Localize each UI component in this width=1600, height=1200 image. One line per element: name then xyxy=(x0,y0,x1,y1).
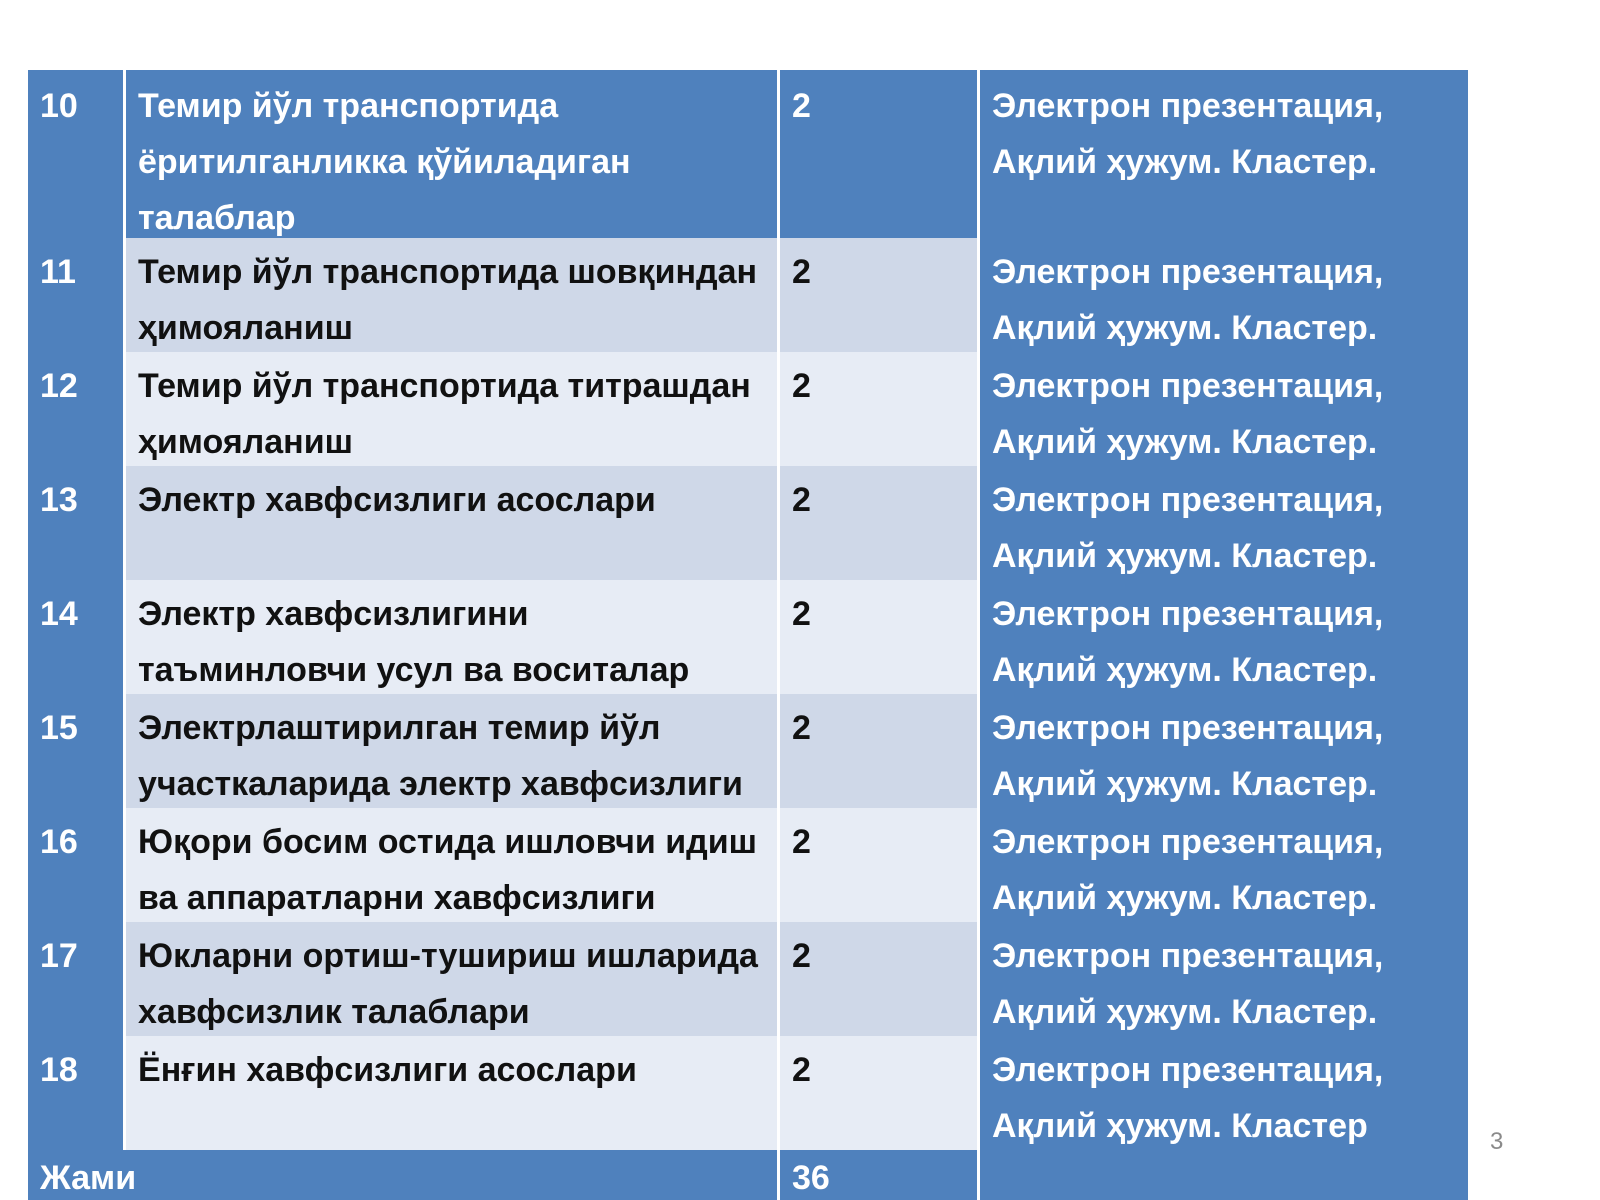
row-topic: Электр хавфсизлигини таъминловчи усул ва воситалар xyxy=(126,580,780,698)
row-hours: 2 xyxy=(780,70,980,246)
row-method: Электрон презентация, Ақлий ҳужум. Кластер xyxy=(980,1036,1468,1154)
row-method: Электрон презентация, Ақлий ҳужум. Кластер. xyxy=(980,352,1468,470)
table-row xyxy=(28,466,1468,580)
row-topic: Юкларни ортиш-тушириш ишларида хавфсизлик талаблари xyxy=(126,922,780,1040)
table-row xyxy=(28,922,1468,1036)
table-row xyxy=(28,580,1468,694)
row-hours: 2 xyxy=(780,352,980,470)
table-row xyxy=(28,808,1468,922)
row-method: Электрон презентация, Ақлий ҳужум. Кластер. xyxy=(980,238,1468,356)
row-hours: 2 xyxy=(780,238,980,356)
row-number: 14 xyxy=(28,580,126,698)
table-row xyxy=(28,694,1468,808)
table-row xyxy=(28,1036,1468,1150)
total-method xyxy=(980,1150,1468,1200)
row-number: 13 xyxy=(28,466,126,584)
row-method: Электрон презентация, Ақлий ҳужум. Кластер. xyxy=(980,694,1468,812)
row-hours: 2 xyxy=(780,694,980,812)
row-hours: 2 xyxy=(780,466,980,584)
row-topic: Темир йўл транспортида шовқиндан ҳимояланиш xyxy=(126,238,780,356)
row-hours: 2 xyxy=(780,808,980,926)
total-row xyxy=(28,1150,1468,1200)
total-hours: 36 xyxy=(780,1150,980,1200)
row-topic: Юқори босим остида ишловчи идиш ва аппаратларни хавфсизлиги xyxy=(126,808,780,926)
row-number: 15 xyxy=(28,694,126,812)
row-method: Электрон презентация, Ақлий ҳужум. Кластер. xyxy=(980,70,1468,246)
row-topic: Электрлаштирилган темир йўл участкаларида электр хавфсизлиги xyxy=(126,694,780,812)
row-topic: Ёнғин хавфсизлиги асослари xyxy=(126,1036,780,1154)
row-number: 12 xyxy=(28,352,126,470)
row-topic: Электр хавфсизлиги асослари xyxy=(126,466,780,584)
row-number: 16 xyxy=(28,808,126,926)
row-method: Электрон презентация, Ақлий ҳужум. Кластер. xyxy=(980,466,1468,584)
page-number: 3 xyxy=(1490,1128,1504,1155)
row-topic: Темир йўл транспортида титрашдан ҳимояланиш xyxy=(126,352,780,470)
lessons-table xyxy=(28,70,1468,1200)
row-number: 17 xyxy=(28,922,126,1040)
row-topic: Темир йўл транспортида ёритилганликка қўйиладиган талаблар xyxy=(126,70,780,246)
row-method: Электрон презентация, Ақлий ҳужум. Кластер. xyxy=(980,808,1468,926)
total-label: Жами xyxy=(28,1150,780,1200)
row-hours: 2 xyxy=(780,580,980,698)
row-number: 10 xyxy=(28,70,126,246)
table-row xyxy=(28,70,1468,238)
table-row xyxy=(28,352,1468,466)
row-method: Электрон презентация, Ақлий ҳужум. Кластер. xyxy=(980,580,1468,698)
row-method: Электрон презентация, Ақлий ҳужум. Кластер. xyxy=(980,922,1468,1040)
row-hours: 2 xyxy=(780,922,980,1040)
row-number: 11 xyxy=(28,238,126,356)
row-number: 18 xyxy=(28,1036,126,1154)
row-hours: 2 xyxy=(780,1036,980,1154)
table-row xyxy=(28,238,1468,352)
